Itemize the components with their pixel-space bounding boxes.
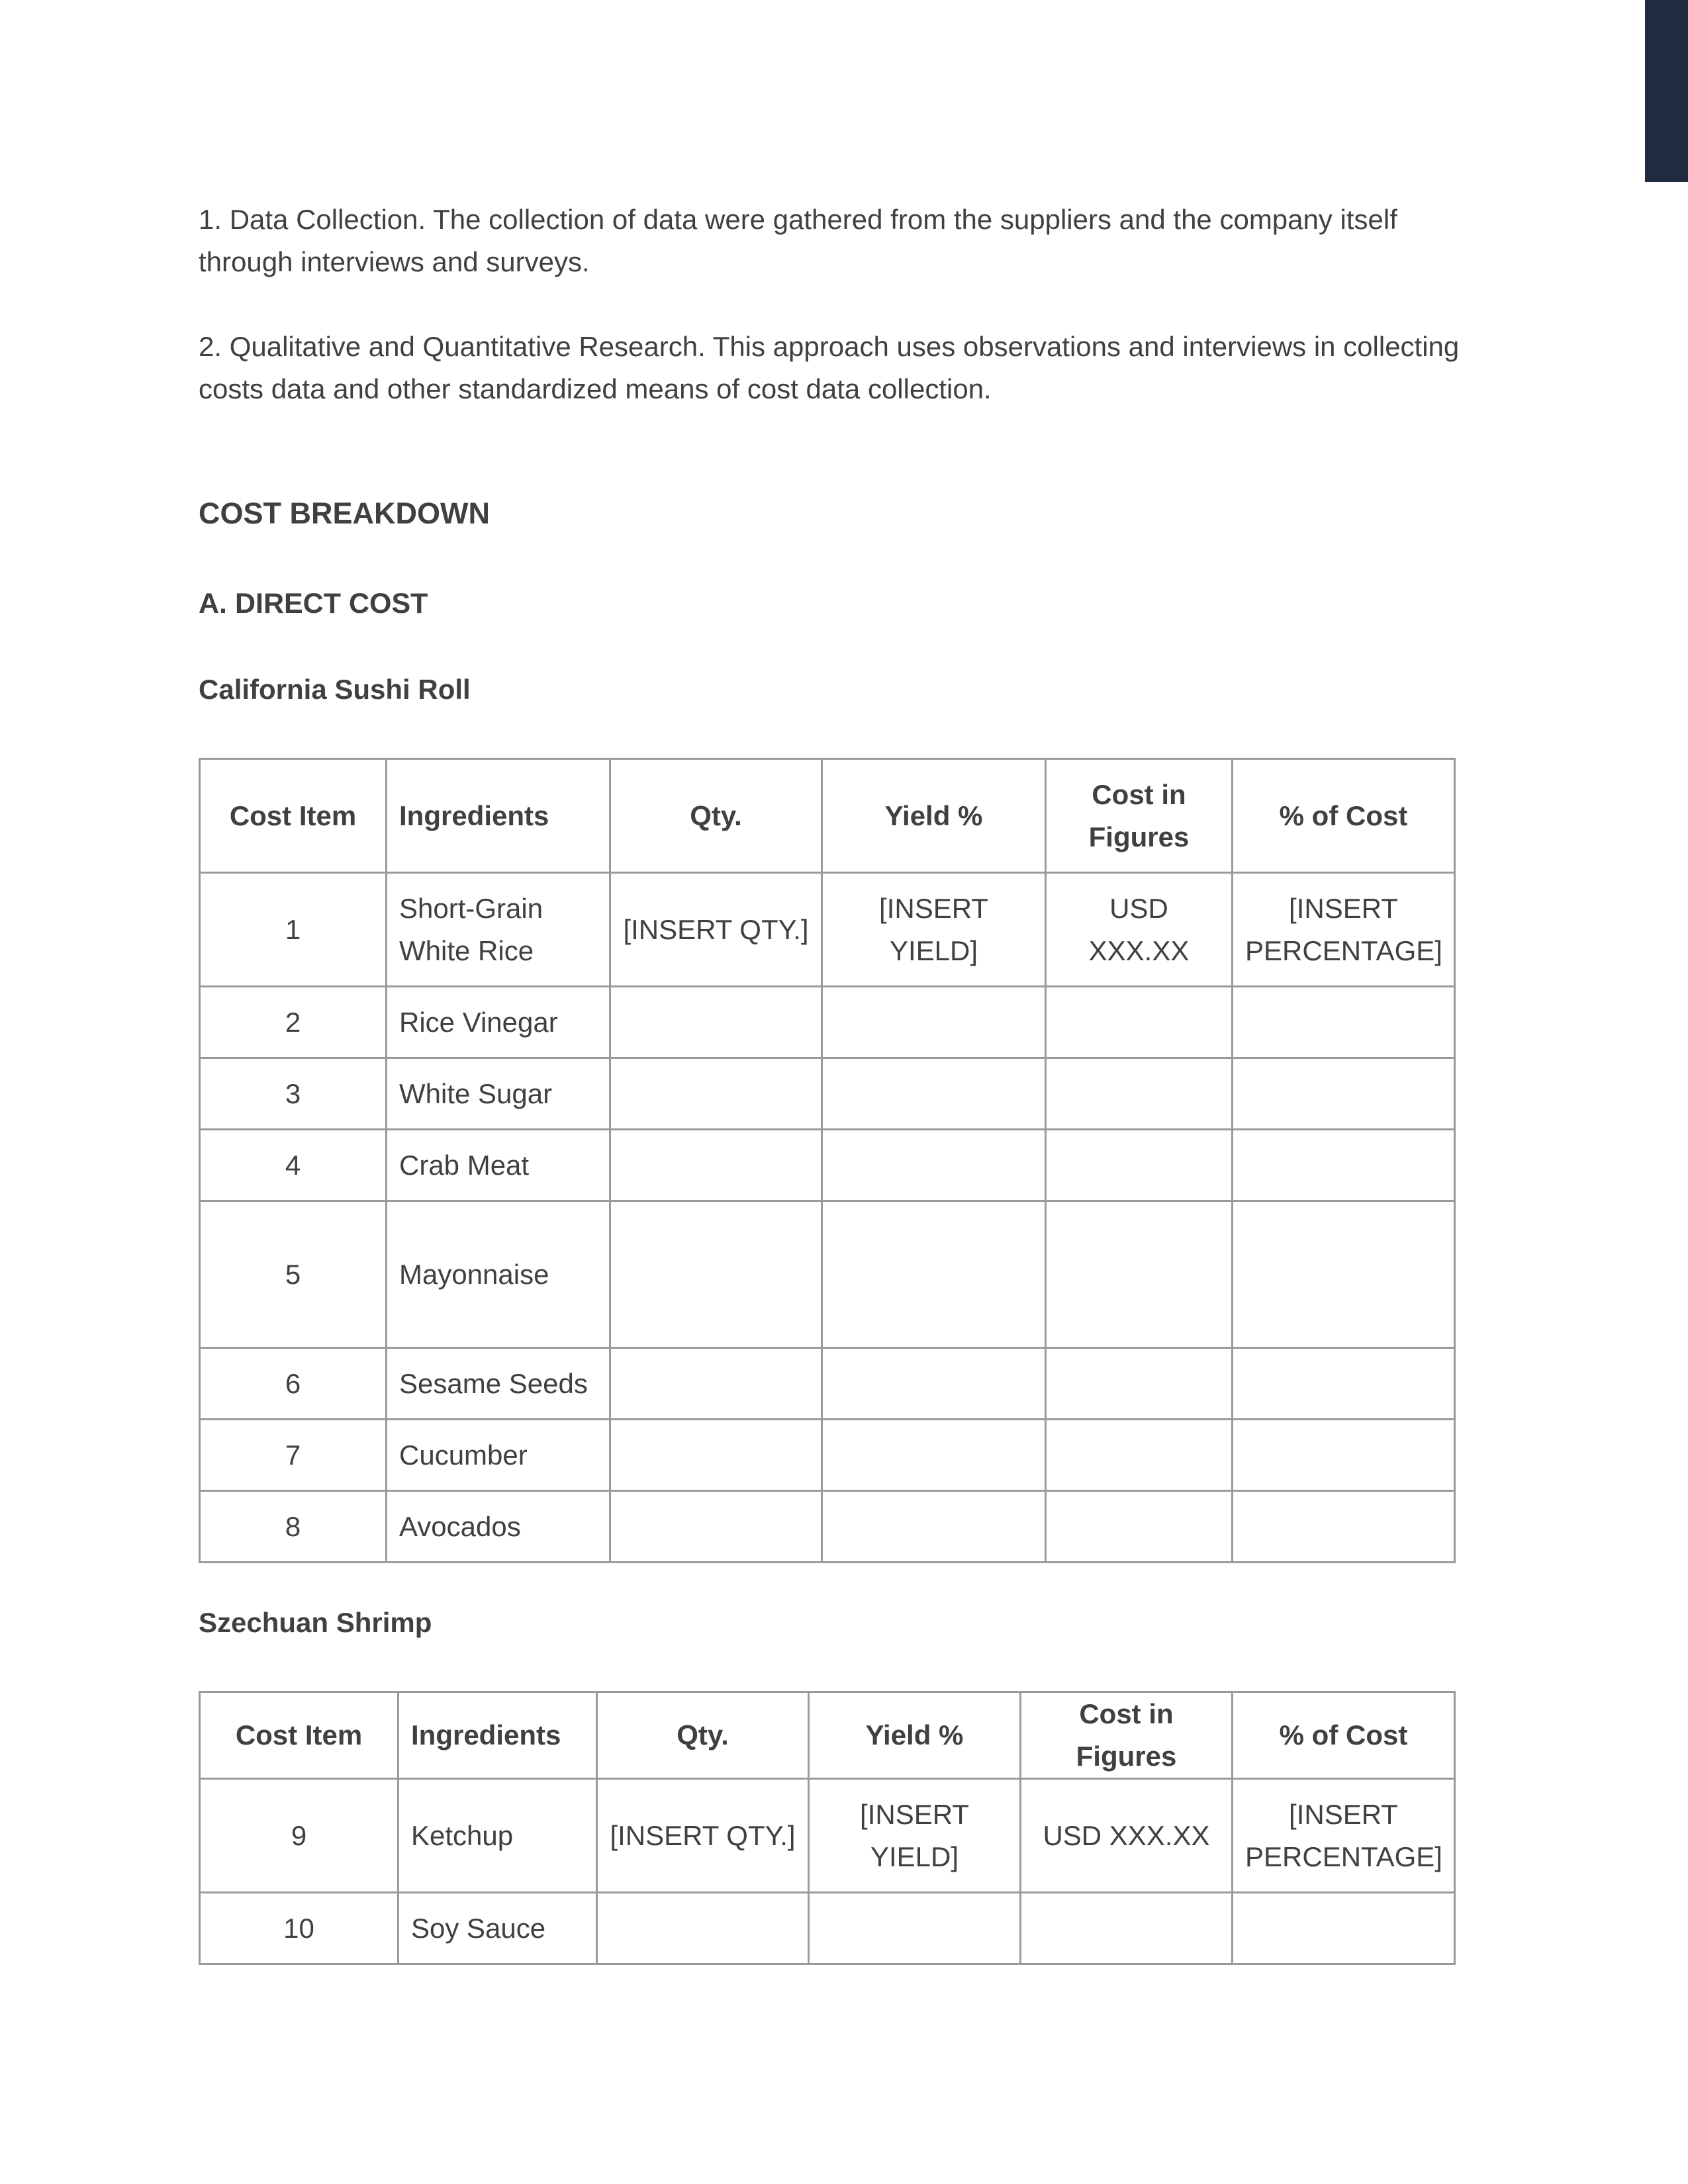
table-row bbox=[200, 1058, 1455, 1130]
cell-yield bbox=[822, 1491, 1046, 1563]
cell-ingredient: Ketchup bbox=[399, 1779, 597, 1893]
cell-cost-item: 2 bbox=[200, 987, 387, 1058]
header-cost-item: Cost Item bbox=[200, 759, 387, 873]
cell-percent-of-cost bbox=[1233, 1201, 1455, 1348]
corner-tab-decoration bbox=[1645, 0, 1688, 182]
cell-percent-of-cost bbox=[1233, 1420, 1455, 1491]
cell-qty bbox=[597, 1893, 809, 1964]
cell-cost-item: 7 bbox=[200, 1420, 387, 1491]
table-row bbox=[200, 987, 1455, 1058]
header-qty: Qty. bbox=[597, 1692, 809, 1779]
header-yield: Yield % bbox=[809, 1692, 1021, 1779]
paragraph-data-collection: 1. Data Collection. The collection of data were gathered from the suppliers and the company itself through interviews and surveys. bbox=[199, 204, 1397, 277]
cell-ingredient: Mayonnaise bbox=[387, 1201, 610, 1348]
cell-yield: [INSERT YIELD] bbox=[822, 873, 1046, 987]
heading-direct-cost: A. DIRECT COST bbox=[199, 588, 428, 619]
cell-percent-of-cost bbox=[1233, 987, 1455, 1058]
cell-qty bbox=[610, 1130, 822, 1201]
cell-ingredient: Short-Grain White Rice bbox=[387, 873, 610, 987]
header-percent-of-cost: % of Cost bbox=[1233, 759, 1455, 873]
cell-cost-in-figures: USD XXX.XX bbox=[1046, 873, 1233, 987]
cell-cost-in-figures bbox=[1046, 1420, 1233, 1491]
header-ingredients: Ingredients bbox=[387, 759, 610, 873]
cell-percent-of-cost bbox=[1233, 1893, 1455, 1964]
cell-cost-in-figures bbox=[1046, 1201, 1233, 1348]
heading-cost-breakdown: COST BREAKDOWN bbox=[199, 496, 490, 530]
cell-yield bbox=[809, 1893, 1021, 1964]
cell-yield bbox=[822, 987, 1046, 1058]
cell-cost-item: 3 bbox=[200, 1058, 387, 1130]
cell-cost-item: 9 bbox=[200, 1779, 399, 1893]
header-cost-in-figures: Cost in Figures bbox=[1046, 759, 1233, 873]
cell-ingredient: Soy Sauce bbox=[399, 1893, 597, 1964]
cell-percent-of-cost bbox=[1233, 1491, 1455, 1563]
paragraph-research: 2. Qualitative and Quantitative Research. This approach uses observations and interviews in collecting costs data and other standardized means of cost data collection. bbox=[199, 331, 1460, 404]
cell-cost-in-figures: USD XXX.XX bbox=[1021, 1779, 1233, 1893]
cell-cost-item: 6 bbox=[200, 1348, 387, 1420]
cell-percent-of-cost bbox=[1233, 1058, 1455, 1130]
cell-ingredient: Cucumber bbox=[387, 1420, 610, 1491]
cell-yield bbox=[822, 1130, 1046, 1201]
cell-percent-of-cost bbox=[1233, 1348, 1455, 1420]
header-ingredients: Ingredients bbox=[399, 1692, 597, 1779]
cell-percent-of-cost: [INSERT PERCENTAGE] bbox=[1233, 873, 1455, 987]
cell-cost-in-figures bbox=[1046, 1058, 1233, 1130]
table-row bbox=[200, 1779, 1455, 1893]
header-qty: Qty. bbox=[610, 759, 822, 873]
cell-yield bbox=[822, 1348, 1046, 1420]
table-header-row bbox=[200, 759, 1455, 873]
table-row bbox=[200, 873, 1455, 987]
cell-cost-in-figures bbox=[1021, 1893, 1233, 1964]
heading-california-sushi-roll: California Sushi Roll bbox=[199, 674, 471, 705]
table-row bbox=[200, 1893, 1455, 1964]
cell-ingredient: Rice Vinegar bbox=[387, 987, 610, 1058]
cell-cost-item: 4 bbox=[200, 1130, 387, 1201]
cell-ingredient: Avocados bbox=[387, 1491, 610, 1563]
cell-percent-of-cost bbox=[1233, 1130, 1455, 1201]
cell-cost-in-figures bbox=[1046, 1348, 1233, 1420]
cell-qty bbox=[610, 1058, 822, 1130]
cell-yield: [INSERT YIELD] bbox=[809, 1779, 1021, 1893]
table-row bbox=[200, 1348, 1455, 1420]
cell-qty: [INSERT QTY.] bbox=[610, 873, 822, 987]
szechuan-cost-table bbox=[199, 1691, 1456, 1965]
cell-yield bbox=[822, 1058, 1046, 1130]
table-row bbox=[200, 1130, 1455, 1201]
cell-qty bbox=[610, 1201, 822, 1348]
cell-cost-item: 10 bbox=[200, 1893, 399, 1964]
cell-cost-item: 5 bbox=[200, 1201, 387, 1348]
cell-cost-item: 8 bbox=[200, 1491, 387, 1563]
table-row bbox=[200, 1491, 1455, 1563]
header-yield: Yield % bbox=[822, 759, 1046, 873]
table-row bbox=[200, 1420, 1455, 1491]
cell-qty bbox=[610, 987, 822, 1058]
cell-cost-in-figures bbox=[1046, 987, 1233, 1058]
cell-qty bbox=[610, 1420, 822, 1491]
table-header-row bbox=[200, 1692, 1455, 1779]
cell-qty bbox=[610, 1348, 822, 1420]
cell-ingredient: Sesame Seeds bbox=[387, 1348, 610, 1420]
cell-cost-item: 1 bbox=[200, 873, 387, 987]
cell-ingredient: Crab Meat bbox=[387, 1130, 610, 1201]
cell-qty bbox=[610, 1491, 822, 1563]
header-cost-item: Cost Item bbox=[200, 1692, 399, 1779]
header-cost-in-figures: Cost in Figures bbox=[1021, 1692, 1233, 1779]
cell-ingredient: White Sugar bbox=[387, 1058, 610, 1130]
cell-yield bbox=[822, 1201, 1046, 1348]
table-row bbox=[200, 1201, 1455, 1348]
cell-cost-in-figures bbox=[1046, 1130, 1233, 1201]
header-percent-of-cost: % of Cost bbox=[1233, 1692, 1455, 1779]
cell-yield bbox=[822, 1420, 1046, 1491]
cell-cost-in-figures bbox=[1046, 1491, 1233, 1563]
california-cost-table bbox=[199, 758, 1456, 1563]
heading-szechuan-shrimp: Szechuan Shrimp bbox=[199, 1607, 432, 1638]
cell-qty: [INSERT QTY.] bbox=[597, 1779, 809, 1893]
cell-percent-of-cost: [INSERT PERCENTAGE] bbox=[1233, 1779, 1455, 1893]
